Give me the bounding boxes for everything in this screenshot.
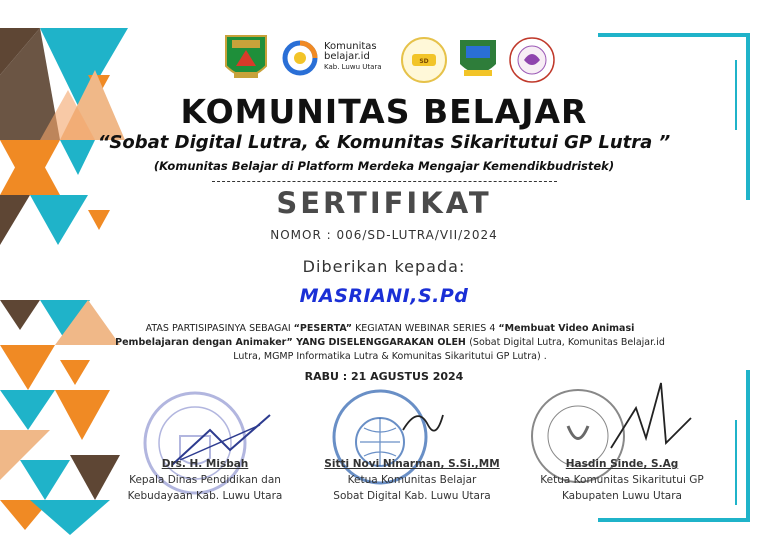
certificate-heading: SERTIFIKAT	[276, 186, 492, 220]
signatory-1-title-line-1: Kepala Dinas Pendidikan dan	[129, 474, 281, 486]
signatory-2-name: Sitti Novi Ninarman, S.Si.,MM	[324, 458, 500, 470]
komunitas-text: Komunitas	[324, 41, 377, 52]
signatory-3-name: Hasdin Sinde, S.Ag	[565, 458, 679, 470]
belajar-id-text: belajar.id	[324, 51, 370, 62]
certificate-number: NOMOR : 006/SD-LUTRA/VII/2024	[270, 228, 498, 242]
luwu-utara-regency-crest-icon	[222, 32, 270, 88]
communities-subtitle: “Sobat Digital Lutra, & Komunitas Sikaritutui GP Lutra ”	[97, 132, 671, 153]
signatory-1-name: Drs. H. Misbah	[161, 458, 249, 470]
organizers: (Sobat Digital Lutra, Komunitas Belajar.id Lutra, MGMP Informatika Lutra & Komunitas Sikaritutui GP Lutra) .	[233, 337, 665, 362]
signatory-3-title-line-2: Kabupaten Luwu Utara	[561, 490, 682, 502]
signature-right-icon	[606, 378, 696, 458]
kab-luwu-utara-text: Kab. Luwu Utara	[324, 63, 382, 71]
participant-role: “PESERTA”	[293, 323, 353, 334]
svg-text:SD: SD	[419, 58, 429, 65]
platform-note: (Komunitas Belajar di Platform Merdeka Mengajar Kemendikbudristek)	[153, 159, 615, 173]
event-title: “Membuat Video Animasi Pembelajaran dengan Animaker”	[115, 323, 635, 348]
signatory-2	[302, 456, 522, 504]
body-part-2: KEGIATAN WEBINAR SERIES 4	[352, 323, 499, 334]
sobat-digital-badge-icon	[400, 36, 448, 84]
signature-middle-icon	[398, 400, 448, 450]
certificate-body	[110, 322, 670, 364]
signatory-2-title-line-1: Ketua Komunitas Belajar	[347, 474, 477, 486]
signatory-3-title-line-1: Ketua Komunitas Sikaritutui GP	[540, 474, 704, 486]
signatory-1	[95, 456, 315, 504]
logos-row	[0, 32, 768, 92]
given-to-label: Diberikan kepada:	[302, 257, 466, 276]
guru-penggerak-shield-icon	[456, 36, 500, 84]
sikaritutui-circular-emblem-icon	[508, 36, 556, 84]
dashed-divider	[212, 181, 557, 182]
body-part-3: YANG DISELENGGARAKAN OLEH	[292, 337, 470, 348]
signatory-3	[512, 456, 732, 504]
komunitas-belajar-emblem-icon	[282, 40, 318, 76]
signatory-2-title-line-2: Sobat Digital Kab. Luwu Utara	[333, 490, 491, 502]
recipient-name: MASRIANI,S.Pd	[299, 285, 469, 307]
event-date: RABU : 21 AGUSTUS 2024	[304, 370, 464, 383]
signatory-1-title-line-2: Kebudayaan Kab. Luwu Utara	[127, 490, 283, 502]
body-part-1: ATAS PARTISIPASINYA SEBAGAI	[145, 323, 294, 334]
community-title: KOMUNITAS BELAJAR	[180, 92, 588, 131]
